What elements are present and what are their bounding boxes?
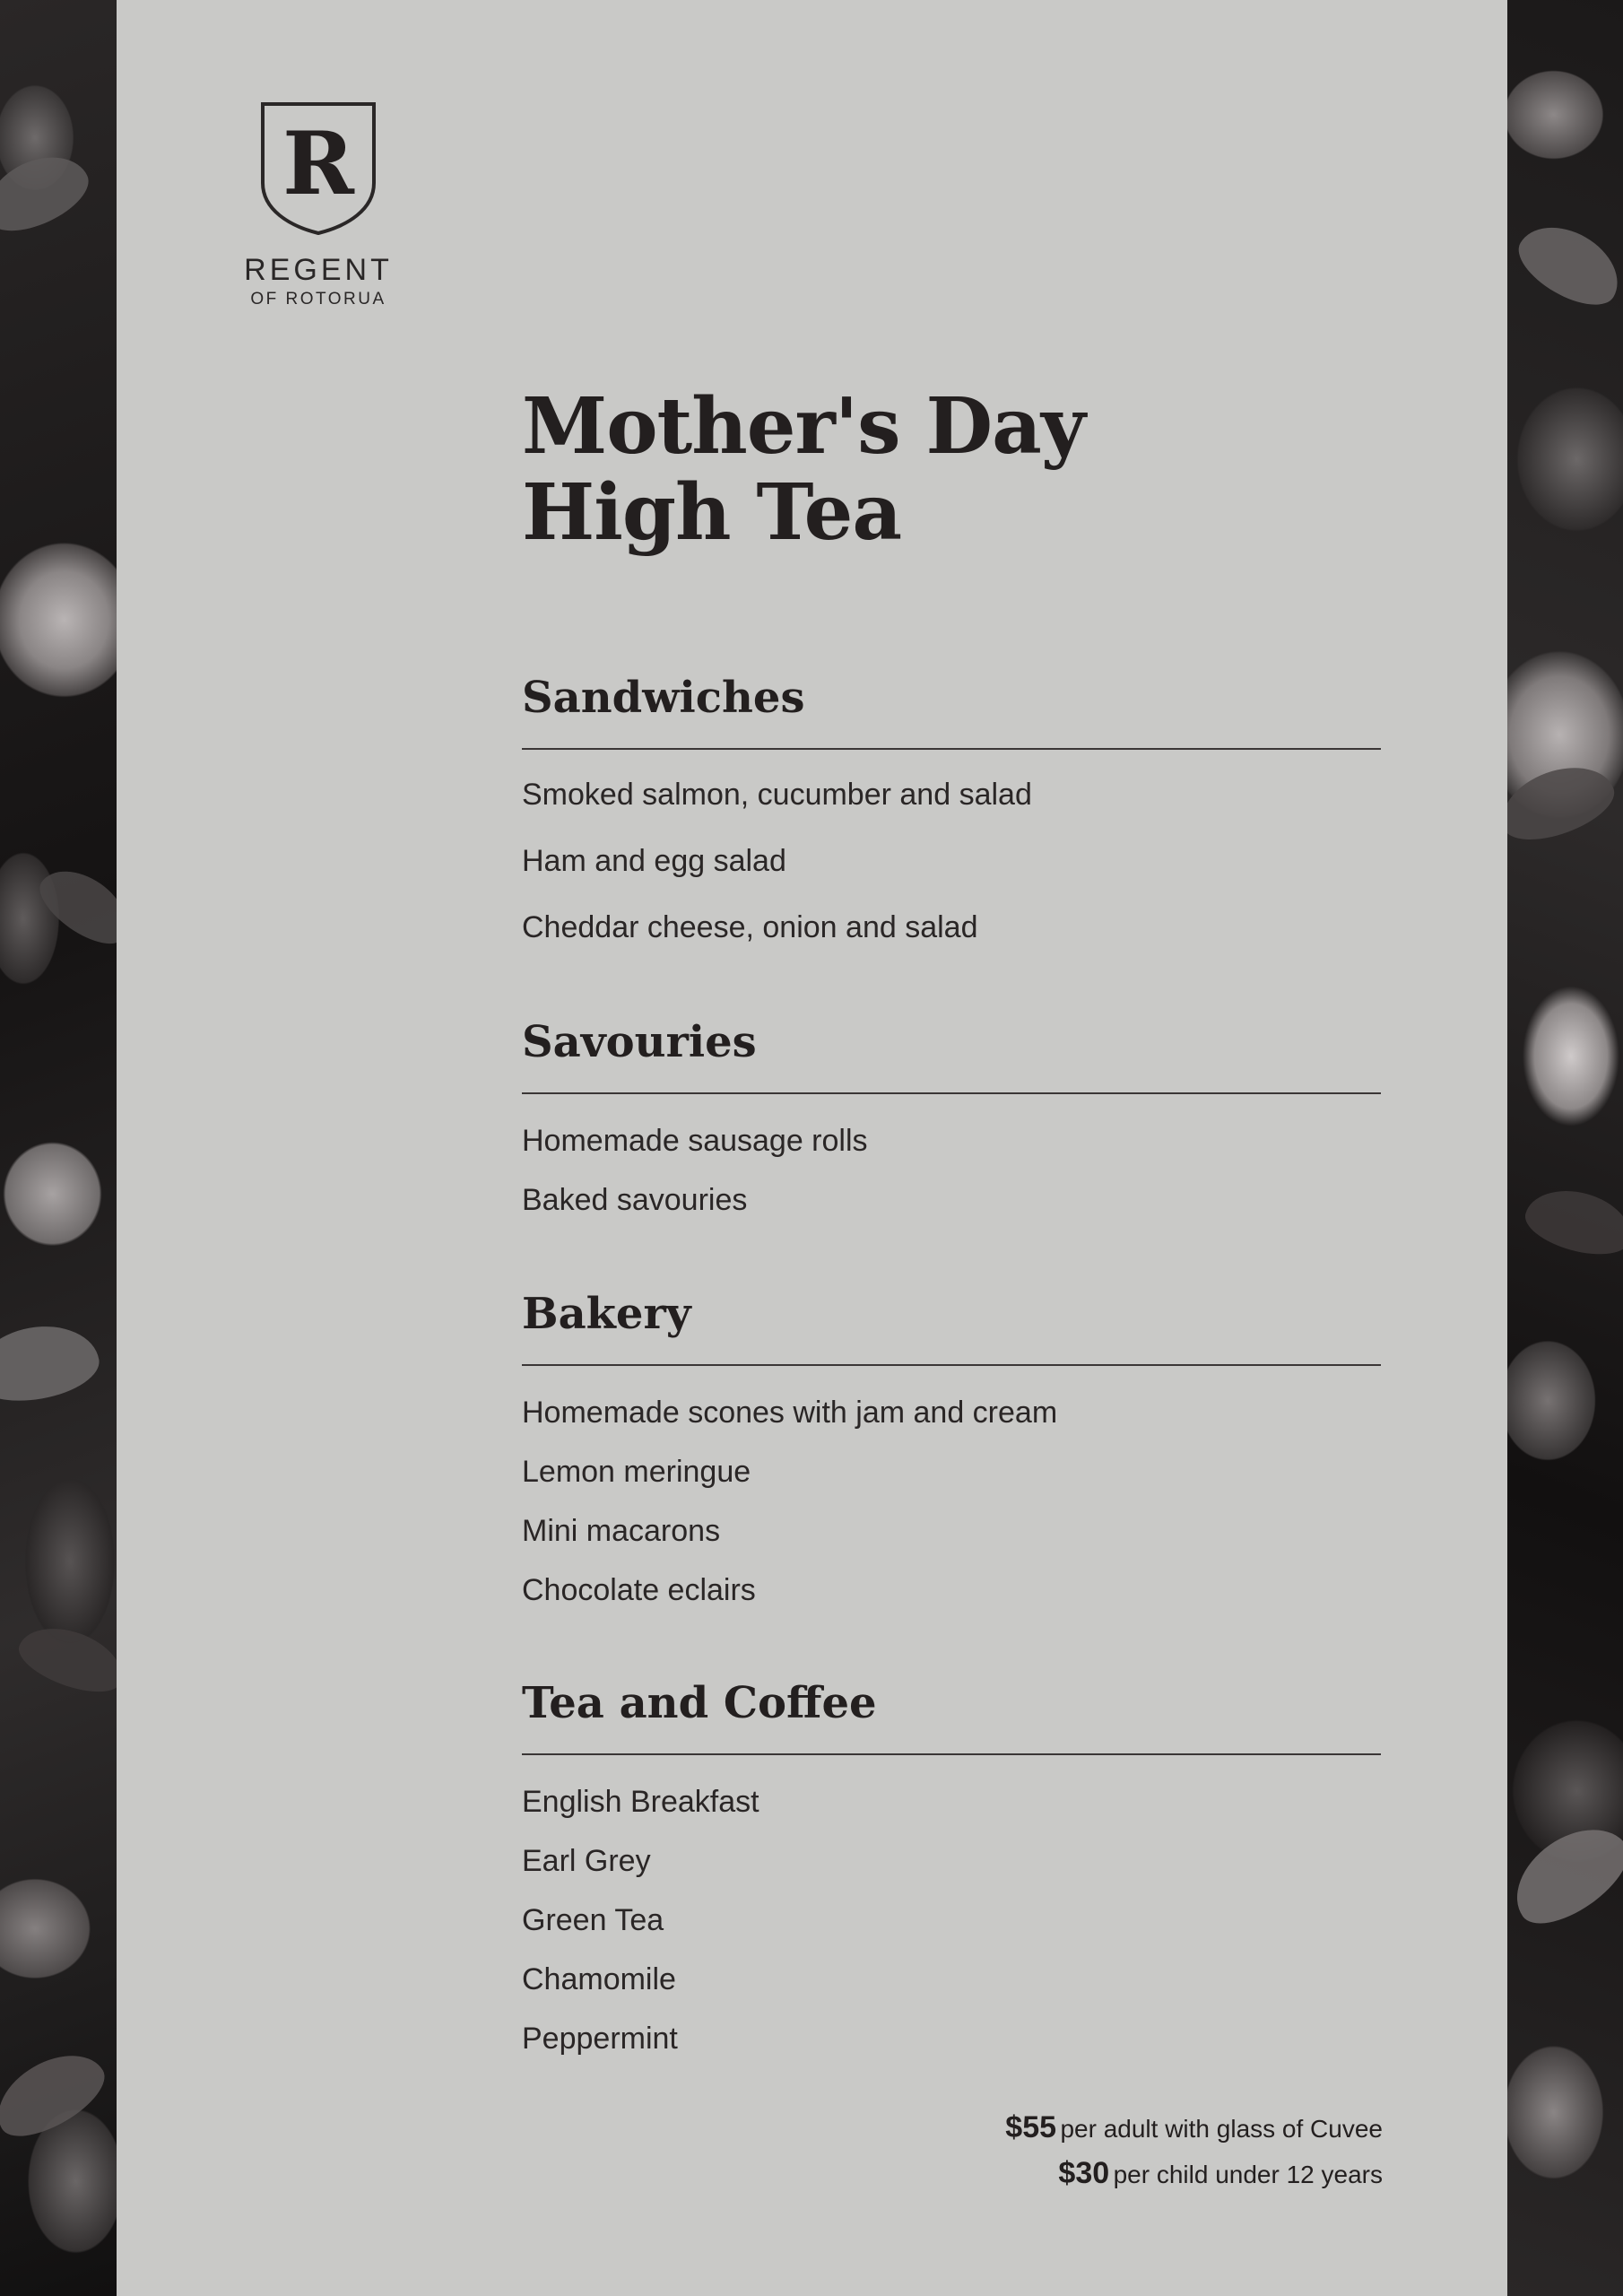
section-divider bbox=[522, 1092, 1381, 1094]
menu-item: Peppermint bbox=[522, 2022, 678, 2056]
adult-price-line bbox=[845, 2108, 1383, 2153]
section-savouries bbox=[522, 1017, 1381, 1218]
menu-page bbox=[117, 0, 1507, 2296]
section-bakery bbox=[522, 1289, 1381, 1608]
menu-item: Earl Grey bbox=[522, 1844, 651, 1878]
menu-item: Baked savouries bbox=[522, 1183, 748, 1217]
section-tea-and-coffee bbox=[522, 1678, 1381, 2057]
section-divider bbox=[522, 748, 1381, 750]
menu-item: Chamomile bbox=[522, 1962, 676, 1996]
page-title bbox=[522, 381, 1085, 558]
menu-item: English Breakfast bbox=[522, 1785, 759, 1819]
adult-price: $55 bbox=[1005, 2110, 1057, 2144]
child-price: $30 bbox=[1058, 2156, 1110, 2190]
menu-item: Green Tea bbox=[522, 1903, 664, 1937]
menu-item: Lemon meringue bbox=[522, 1455, 751, 1489]
pricing-block bbox=[845, 2108, 1383, 2199]
child-price-description: per child under 12 years bbox=[1113, 2161, 1383, 2188]
menu-item: Smoked salmon, cucumber and salad bbox=[522, 778, 1032, 812]
title-line-2: High Tea bbox=[522, 467, 902, 558]
section-divider bbox=[522, 1364, 1381, 1366]
section-heading: Bakery bbox=[522, 1289, 691, 1339]
menu-item: Chocolate eclairs bbox=[522, 1573, 756, 1607]
menu-item: Homemade sausage rolls bbox=[522, 1124, 868, 1158]
section-sandwiches bbox=[522, 673, 1381, 945]
shield-crest-icon bbox=[259, 100, 378, 237]
section-heading: Tea and Coffee bbox=[522, 1678, 877, 1728]
floral-border-right bbox=[1507, 0, 1623, 2296]
section-heading: Savouries bbox=[522, 1017, 757, 1067]
monogram: R bbox=[282, 113, 354, 214]
menu-item: Cheddar cheese, onion and salad bbox=[522, 910, 978, 944]
title-line-1: Mother's Day bbox=[522, 381, 1085, 472]
adult-price-description: per adult with glass of Cuvee bbox=[1060, 2115, 1383, 2143]
section-divider bbox=[522, 1753, 1381, 1755]
regent-logo bbox=[242, 100, 395, 308]
floral-border-left bbox=[0, 0, 117, 2296]
brand-name: REGENT bbox=[244, 253, 393, 287]
menu-item: Mini macarons bbox=[522, 1514, 721, 1548]
section-heading: Sandwiches bbox=[522, 673, 805, 723]
menu-item: Homemade scones with jam and cream bbox=[522, 1396, 1058, 1430]
brand-location: OF ROTORUA bbox=[250, 290, 386, 309]
menu-item: Ham and egg salad bbox=[522, 844, 786, 878]
child-price-line bbox=[845, 2153, 1383, 2199]
